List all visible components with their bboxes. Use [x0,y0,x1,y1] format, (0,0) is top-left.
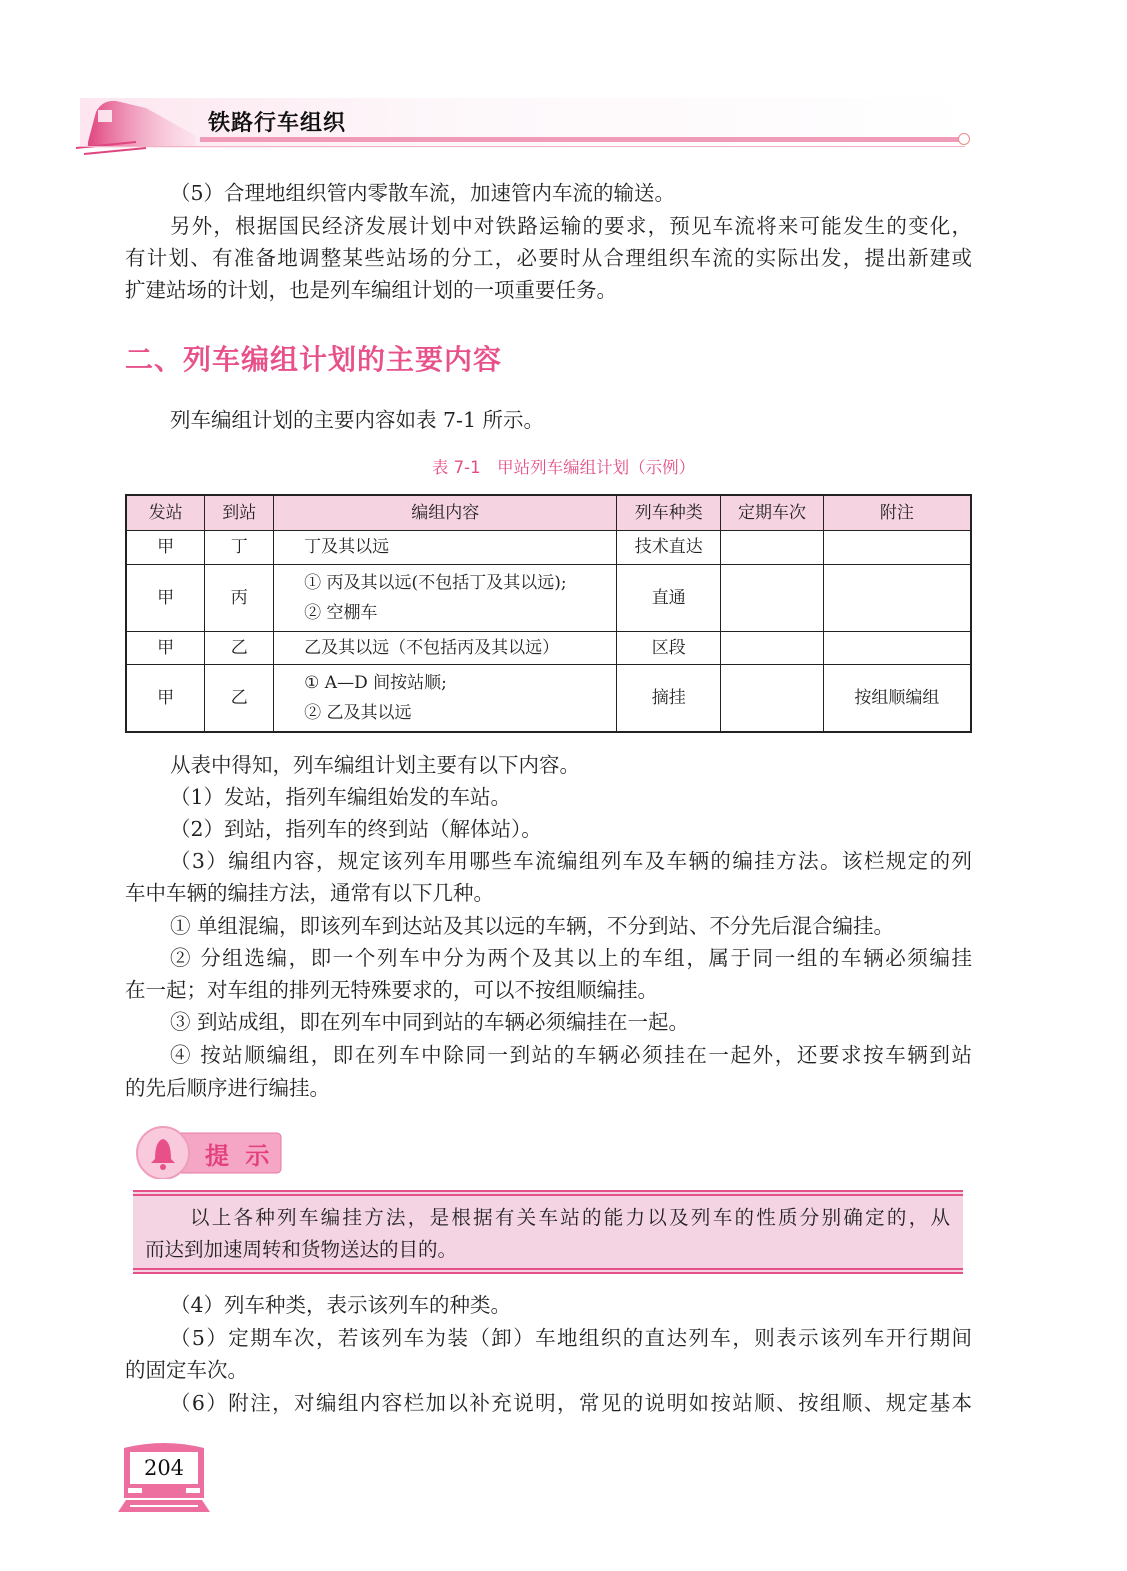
cell-to: 乙 [205,631,274,664]
page-number: 204 [143,1456,185,1480]
cell-type: 直通 [617,564,721,631]
column-header: 编组内容 [274,495,617,530]
paragraph-line: （3）编组内容，规定该列车用哪些车流编组列车及车辆的编挂方法。该栏规定的列 [170,849,972,873]
cell-note [823,530,971,564]
marshalling-plan-table [125,494,972,733]
cell-scheduled [721,631,824,664]
section-heading: 二、列车编组计划的主要内容 [125,343,503,376]
tip-text-line: 而达到加速周转和货物送达的目的。 [145,1238,458,1261]
content-line: ① 丙及其以远(不包括丁及其以远); [304,572,567,593]
table-caption: 表 7-1 甲站列车编组计划（示例） [431,458,696,477]
header-rule [80,146,965,147]
paragraph-line: ④ 按站顺编组，即在列车中除同一到站的车辆必须挂在一起外，还要求按车辆到站 [170,1043,972,1067]
paragraph-line: 从表中得知，列车编组计划主要有以下内容。 [170,753,580,777]
cell-content: 丁及其以远 [274,530,617,564]
content-line: ② 空棚车 [304,602,378,623]
train-logo-icon [76,98,206,156]
cell-note [823,631,971,664]
table-row [126,631,971,664]
content-line: ② 乙及其以远 [304,702,412,723]
paragraph-line: 另外，根据国民经济发展计划中对铁路运输的要求，预见车流将来可能发生的变化， [170,214,972,238]
cell-to: 丁 [205,530,274,564]
tip-text-line: 以上各种列车编挂方法，是根据有关车站的能力以及列车的性质分别确定的，从 [190,1206,950,1229]
cell-type: 区段 [617,631,721,664]
table-intro: 列车编组计划的主要内容如表 7-1 所示。 [170,408,545,432]
header-dot-icon [958,133,970,145]
table-row [126,530,971,564]
cell-to: 乙 [205,664,274,732]
paragraph-line: （1）发站，指列车编组始发的车站。 [170,785,512,809]
book-title: 铁路行车组织 [208,111,347,136]
cell-scheduled [721,564,824,631]
paragraph-line: （2）到站，指列车的终到站（解体站）。 [170,817,542,841]
column-header: 列车种类 [617,495,721,530]
cell-type: 摘挂 [617,664,721,732]
content-line: ① A—D 间按站顺; [304,672,447,693]
table-header-row [126,495,971,530]
cell-from: 甲 [126,564,205,631]
cell-note [823,564,971,631]
paragraph-line: 车中车辆的编挂方法，通常有以下几种。 [125,881,494,905]
paragraph-line: 扩建站场的计划，也是列车编组计划的一项重要任务。 [125,278,617,302]
cell-scheduled [721,530,824,564]
column-header: 定期车次 [721,495,824,530]
paragraph-line: 有计划、有准备地调整某些站场的分工，必要时从合理组织车流的实际出发，提出新建或 [125,246,972,270]
paragraph-line: ① 单组混编，即该列车到达站及其以远的车辆，不分到站、不分先后混合编挂。 [170,914,895,938]
cell-to: 丙 [205,564,274,631]
column-header: 发站 [126,495,205,530]
column-header: 附注 [823,495,971,530]
column-header: 到站 [205,495,274,530]
cell-scheduled [721,664,824,732]
paragraph-line: ③ 到站成组，即在列车中同到站的车辆必须编挂在一起。 [170,1010,690,1034]
paragraph-line: 的先后顺序进行编挂。 [125,1076,330,1100]
cell-type: 技术直达 [617,530,721,564]
cell-from: 甲 [126,631,205,664]
table-row [126,664,971,732]
paragraph-line: 的固定车次。 [125,1358,248,1382]
cell-content [274,564,617,631]
cell-from: 甲 [126,664,205,732]
paragraph-line: 在一起；对车组的排列无特殊要求的，可以不按组顺编挂。 [125,978,658,1002]
paragraph-line: （4）列车种类，表示该列车的种类。 [170,1293,512,1317]
cell-content: 乙及其以远（不包括丙及其以远） [274,631,617,664]
tip-label: 提 示 [205,1142,274,1170]
paragraph-line: （5）定期车次，若该列车为装（卸）车地组织的直达列车，则表示该列车开行期间 [170,1326,972,1350]
paragraph-line: （5）合理地组织管内零散车流，加速管内车流的输送。 [170,181,676,205]
paragraph-line: ② 分组选编，即一个列车中分为两个及其以上的车组，属于同一组的车辆必须编挂 [170,946,972,970]
cell-content [274,664,617,732]
header-rule [200,137,965,142]
cell-from: 甲 [126,530,205,564]
cell-note: 按组顺编组 [823,664,971,732]
table-row [126,564,971,631]
paragraph-line: （6）附注，对编组内容栏加以补充说明，常见的说明如按站顺、按组顺、规定基本 [170,1391,972,1415]
